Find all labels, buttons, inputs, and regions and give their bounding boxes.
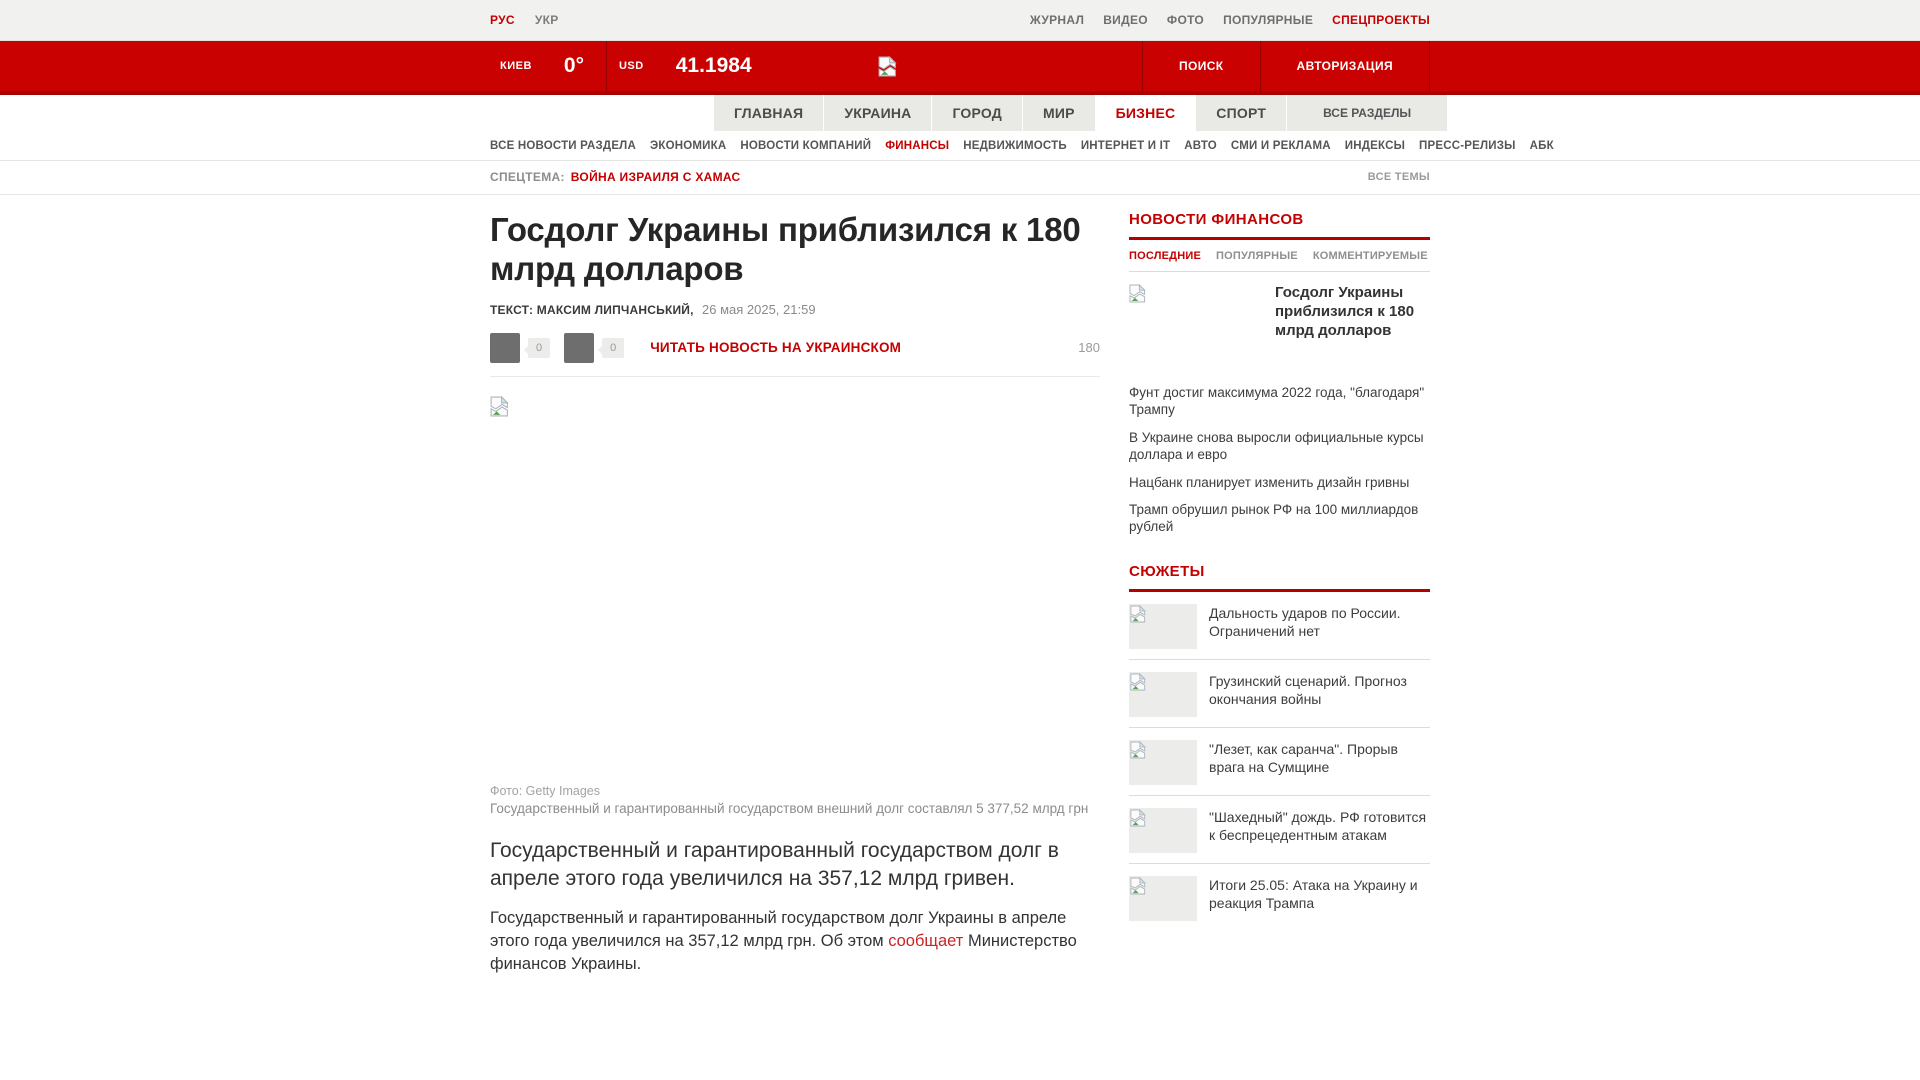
article [490,205,1100,976]
subnav-indexes[interactable]: ИНДЕКСЫ [1344,140,1406,152]
story-item[interactable] [1129,863,1430,931]
broken-image-icon [1130,877,1146,895]
sidebar-tabs [1129,240,1430,272]
story-thumbnail [1129,604,1197,649]
byline-date: 26 мая 2025, 21:59 [702,301,816,317]
stories-title: СЮЖЕТЫ [1129,563,1430,592]
subnav-all-section-news[interactable]: ВСЕ НОВОСТИ РАЗДЕЛА [490,140,636,152]
story-thumbnail [1129,672,1197,717]
main-navigation [490,95,1430,131]
header-divider [606,41,607,91]
subnav-abk[interactable]: АБК [1529,140,1554,152]
topmenu-video[interactable]: ВИДЕО [1103,13,1148,27]
story-title: Итоги 25.05: Атака на Украину и реакция Трампа [1209,877,1418,912]
share-button-2[interactable] [564,333,594,363]
story-thumbnail [1129,876,1197,921]
sidebar-news-item[interactable]: В Украине снова выросли официальные курсы доллара и евро [1129,429,1424,462]
nav-business[interactable]: БИЗНЕС [1096,95,1197,131]
all-topics-link[interactable]: ВСЕ ТЕМЫ [1367,171,1430,183]
top-menu [1030,13,1430,27]
sidebar-news-list [1129,385,1430,536]
body-text-part: Министерство финансов Украины. [490,931,1077,973]
nav-sport[interactable]: СПОРТ [1196,95,1287,131]
login-button[interactable]: АВТОРИЗАЦИЯ [1296,59,1393,73]
section-subnav [0,131,1920,161]
stories-list [1129,592,1430,931]
featured-thumbnail [1129,284,1269,381]
nav-city[interactable]: ГОРОД [932,95,1022,131]
story-item[interactable] [1129,659,1430,727]
site-header [0,41,1920,95]
lang-rus[interactable]: РУС [490,13,515,27]
nav-world[interactable]: МИР [1023,95,1096,131]
tab-popular[interactable]: ПОПУЛЯРНЫЕ [1216,250,1298,262]
article-image-placeholder [490,394,1100,784]
story-thumbnail [1129,740,1197,785]
currency-code: USD [618,60,644,72]
special-topic-link[interactable]: ВОЙНА ИЗРАИЛЯ С ХАМАС [570,170,741,184]
subnav-economy[interactable]: ЭКОНОМИКА [649,140,727,152]
subnav-press-releases[interactable]: ПРЕСС-РЕЛИЗЫ [1419,140,1516,152]
weather-city: КИЕВ [500,60,532,72]
search-button[interactable]: ПОИСК [1178,59,1224,73]
sidebar-finance-news-title: НОВОСТИ ФИНАНСОВ [1129,211,1430,240]
lang-ukr[interactable]: УКР [534,13,559,27]
photo-caption: Государственный и гарантированный государством внешний долг составлял 5 377,52 млрд грн [490,800,1089,816]
broken-image-icon [1130,809,1146,827]
weather-temperature: 0° [563,54,584,77]
subnav-finance[interactable]: ФИНАНСЫ [885,140,950,152]
broken-image-icon [1130,673,1146,691]
share-button-1[interactable] [490,333,520,363]
body-text-part: Государственный и гарантированный государством долг Украины в апреле этого года увеличился на 357,12 млрд грн. Об этом [490,908,1067,950]
nav-all-sections[interactable]: ВСЕ РАЗДЕЛЫ [1323,106,1412,120]
read-in-ukrainian-link[interactable]: ЧИТАТЬ НОВОСТЬ НА УКРАИНСКОМ [650,340,902,356]
story-item[interactable] [1129,795,1430,863]
story-item[interactable] [1129,592,1430,659]
topmenu-journal[interactable]: ЖУРНАЛ [1029,13,1085,27]
sidebar-news-item[interactable]: Фунт достиг максимума 2022 года, "благодаря" Трампу [1129,385,1425,417]
sidebar-news-item[interactable]: Нацбанк планирует изменить дизайн гривны [1129,474,1410,490]
subnav-internet-it[interactable]: ИНТЕРНЕТ И IT [1080,140,1171,152]
sidebar-news-item[interactable]: Трамп обрушил рынок РФ на 100 миллиардов рублей [1129,502,1419,535]
site-logo-broken-image-icon[interactable] [878,56,897,77]
broken-image-icon [1129,284,1146,303]
story-title: Грузинский сценарий. Прогноз окончания войны [1209,673,1407,708]
topmenu-photo[interactable]: ФОТО [1166,13,1205,27]
share-row [490,333,1100,377]
byline-author: ТЕКСТ: МАКСИМ ЛИПЧАНСЬКИЙ, [490,302,694,317]
subnav-real-estate[interactable]: НЕДВИЖИМОСТЬ [963,140,1067,152]
subnav-company-news[interactable]: НОВОСТИ КОМПАНИЙ [740,140,872,152]
story-title: "Лезет, как саранча". Прорыв врага на Сумщине [1209,741,1398,776]
story-title: "Шахедный" дождь. РФ готовится к беспрецедентным атакам [1209,809,1427,844]
article-title: Госдолг Украины приблизился к 180 млрд долларов [490,211,1081,287]
tab-commented[interactable]: КОММЕНТИРУЕМЫЕ [1312,250,1428,262]
article-lead: Государственный и гарантированный государством долг в апреле этого года увеличился на 357,12 млрд гривен. [490,838,1059,890]
header-divider [1429,41,1430,91]
language-switcher [490,13,559,27]
currency-rate: 41.1984 [675,54,752,77]
top-utility-bar [0,0,1920,41]
featured-news-item[interactable] [1129,284,1430,381]
special-topic-bar [0,161,1920,195]
topmenu-popular[interactable]: ПОПУЛЯРНЫЕ [1223,13,1314,27]
subnav-media-ads[interactable]: СМИ И РЕКЛАМА [1230,140,1331,152]
view-count: 180 [1078,340,1100,356]
story-title: Дальность ударов по России. Ограничений нет [1209,605,1401,640]
featured-news-title: Госдолг Украины приблизился к 180 млрд долларов [1275,284,1415,339]
body-source-link[interactable]: сообщает [888,931,964,950]
article-body [490,907,1096,976]
tab-latest[interactable]: ПОСЛЕДНИЕ [1129,250,1202,262]
nav-ukraine[interactable]: УКРАИНА [824,95,932,131]
story-thumbnail [1129,808,1197,853]
nav-home[interactable]: ГЛАВНАЯ [714,95,824,131]
article-byline [490,302,1100,317]
story-item[interactable] [1129,727,1430,795]
subnav-auto[interactable]: АВТО [1184,140,1217,152]
share-count-1: 0 [528,338,550,358]
share-count-2: 0 [602,338,624,358]
photo-credit: Фото: Getty Images [490,783,600,798]
broken-image-icon [490,396,509,417]
special-topic-label: СПЕЦТЕМА: [490,170,565,184]
broken-image-icon [1130,741,1146,759]
broken-image-icon [1130,605,1146,623]
sidebar [1129,205,1430,976]
topmenu-specprojects[interactable]: СПЕЦПРОЕКТЫ [1332,13,1430,27]
stories-section [1129,563,1430,931]
